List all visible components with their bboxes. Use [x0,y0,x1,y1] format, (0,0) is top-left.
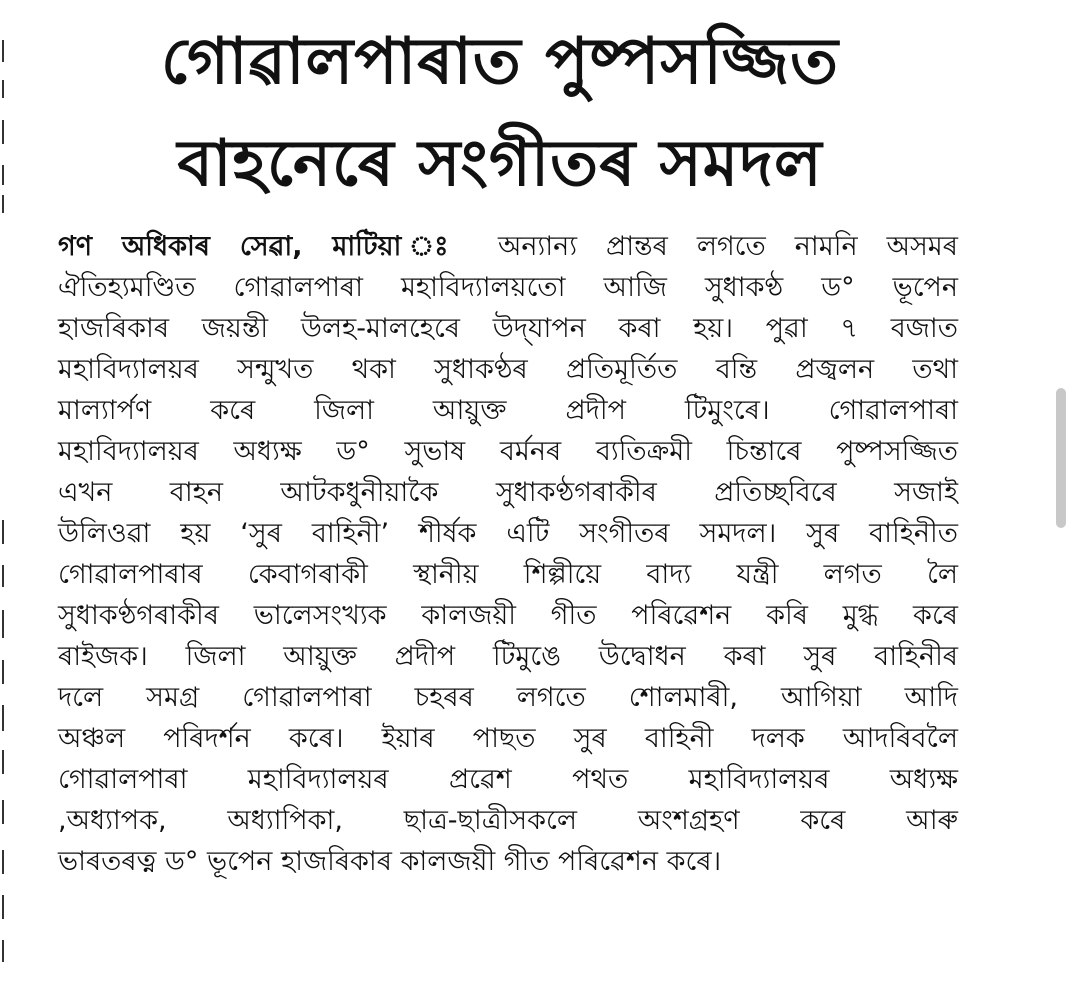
article-line-1 [58,226,958,267]
article-line-6: মহাবিদ্যালয়ৰ অধ্যক্ষ ড° সুভাষ বৰ্মনৰ ব্যতিক্ৰমী চিন্তাৰে পুষ্পসজ্জিত [58,436,958,467]
article-line-3: হাজৰিকাৰ জয়ন্তী উলহ-মালহেৰে উদ্‌যাপন কৰা হয়। পুৱা ৭ বজাত [58,313,958,344]
article-body [58,226,958,882]
article-line-15: ,অধ্যাপক, অধ্যাপিকা, ছাত্ৰ-ছাত্ৰীসকলে অংশগ্ৰহণ কৰে আৰু [58,805,958,836]
article-line-16: ভাৰতৰত্ন ড° ভূপেন হাজৰিকাৰ কালজয়ী গীত পৰিৱেশন কৰে। [58,846,722,877]
article-line-11: ৰাইজক। জিলা আয়ুক্ত প্ৰদীপ টিমুঙে উদ্বোধন কৰা সুৰ বাহিনীৰ [58,641,958,672]
adjacent-column-edge [0,0,14,984]
byline: গণ অধিকাৰ সেৱা, মাটিয়া ঃ [58,231,469,262]
article-line-9: গোৱালপাৰাৰ কেবাগৰাকী স্থানীয় শিল্পীয়ে বাদ্য যন্ত্ৰী লগত লৈ [58,559,958,590]
scrollbar-thumb[interactable] [1056,388,1066,528]
article-line-12: দলে সমগ্ৰ গোৱালপাৰা চহৰৰ লগতে শোলমাৰী, আগিয়া আদি [58,682,958,713]
article-line-2: ঐতিহ্যমণ্ডিত গোৱালপাৰা মহাবিদ্যালয়তো আজি সুধাকণ্ঠ ড° ভূপেন [58,272,958,303]
article-line-10: সুধাকণ্ঠগৰাকীৰ ভালেসংখ্যক কালজয়ী গীত পৰিৱেশন কৰি মুগ্ধ কৰে [58,600,958,631]
article-line-14: গোৱালপাৰা মহাবিদ্যালয়ৰ প্ৰৱেশ পথত মহাবিদ্যালয়ৰ অধ্যক্ষ [58,764,958,795]
article-line-4: মহাবিদ্যালয়ৰ সন্মুখত থকা সুধাকণ্ঠৰ প্ৰতিমূৰ্তিত বন্তি প্ৰজ্বলন তথা [58,354,958,385]
headline-line-1: গোৱালপাৰাত পুষ্পসজ্জিত [161,25,839,99]
headline-line-2: বাহনেৰে সংগীতৰ সমদল [177,127,823,201]
article-line-13: অঞ্চল পৰিদৰ্শন কৰে। ইয়াৰ পাছত সুৰ বাহিনী দলক আদৰিবলৈ [58,723,958,754]
article-line-1-text: অন্যান্য প্ৰান্তৰ লগতে নামনি অসমৰ [497,231,958,262]
article-line-5: মাল্যাৰ্পণ কৰে জিলা আয়ুক্ত প্ৰদীপ টিমুংৰে। গোৱালপাৰা [58,395,958,426]
article-line-8: উলিওৱা হয় ‘সুৰ বাহিনী’ শীৰ্ষক এটি সংগীতৰ সমদল। সুৰ বাহিনীত [58,518,958,549]
article-line-7: এখন বাহন আটকধুনীয়াকৈ সুধাকণ্ঠগৰাকীৰ প্ৰতিচ্ছবিৰে সজাই [58,477,958,508]
